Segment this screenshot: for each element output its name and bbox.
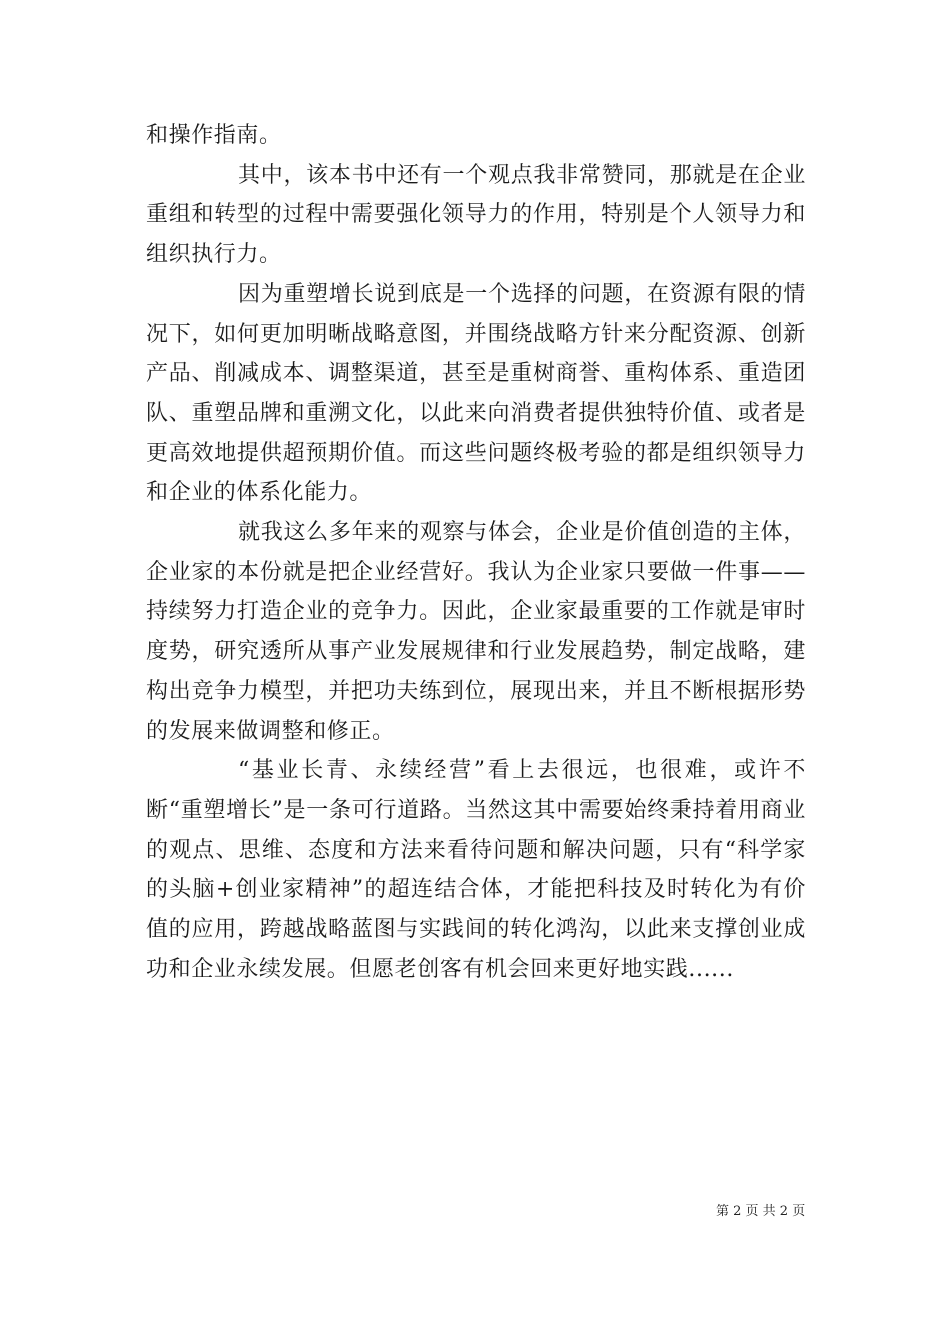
body-text <box>146 116 806 989</box>
page-number-footer: 第 2 页 共 2 页 <box>716 1204 806 1219</box>
paragraph-continuation: 和操作指南。 <box>146 123 282 148</box>
paragraph-growth-choice: 因为重塑增长说到底是一个选择的问题，在资源有限的情况下，如何更加明晰战略意图，并围绕战略方针来分配资源、创新产品、削减成本、调整渠道，甚至是重树商誉、重构体系、重造团队、重塑品牌和重溯文化，以此来向消费者提供独特价值、或者是更高效地提供超预期价值。而这些问题终极考验的都是组织领导力和企业的体系化能力。 <box>146 281 806 506</box>
paragraph-leadership: 其中，该本书中还有一个观点我非常赞同，那就是在企业重组和转型的过程中需要强化领导力的作用，特别是个人领导力和组织执行力。 <box>146 162 806 268</box>
paragraph-conclusion: “基业长青、永续经营”看上去很远，也很难，或许不断“重塑增长”是一条可行道路。当然这其中需要始终秉持着用商业的观点、思维、态度和方法来看待问题和解决问题，只有“科学家的头脑+创业家精神”的超连结合体，才能把科技及时转化为有价值的应用，跨越战略蓝图与实践间的转化鸿沟，以此来支撑创业成功和企业永续发展。但愿老创客有机会回来更好地实践...... <box>146 758 806 982</box>
paragraph-entrepreneur-role: 就我这么多年来的观察与体会，企业是价值创造的主体，企业家的本份就是把企业经营好。我认为企业家只要做一件事——持续努力打造企业的竞争力。因此，企业家最重要的工作就是审时度势，研究透所从事产业发展规律和行业发展趋势，制定战略，建构出竞争力模型，并把功夫练到位，展现出来，并且不断根据形势的发展来做调整和修正。 <box>146 520 806 744</box>
